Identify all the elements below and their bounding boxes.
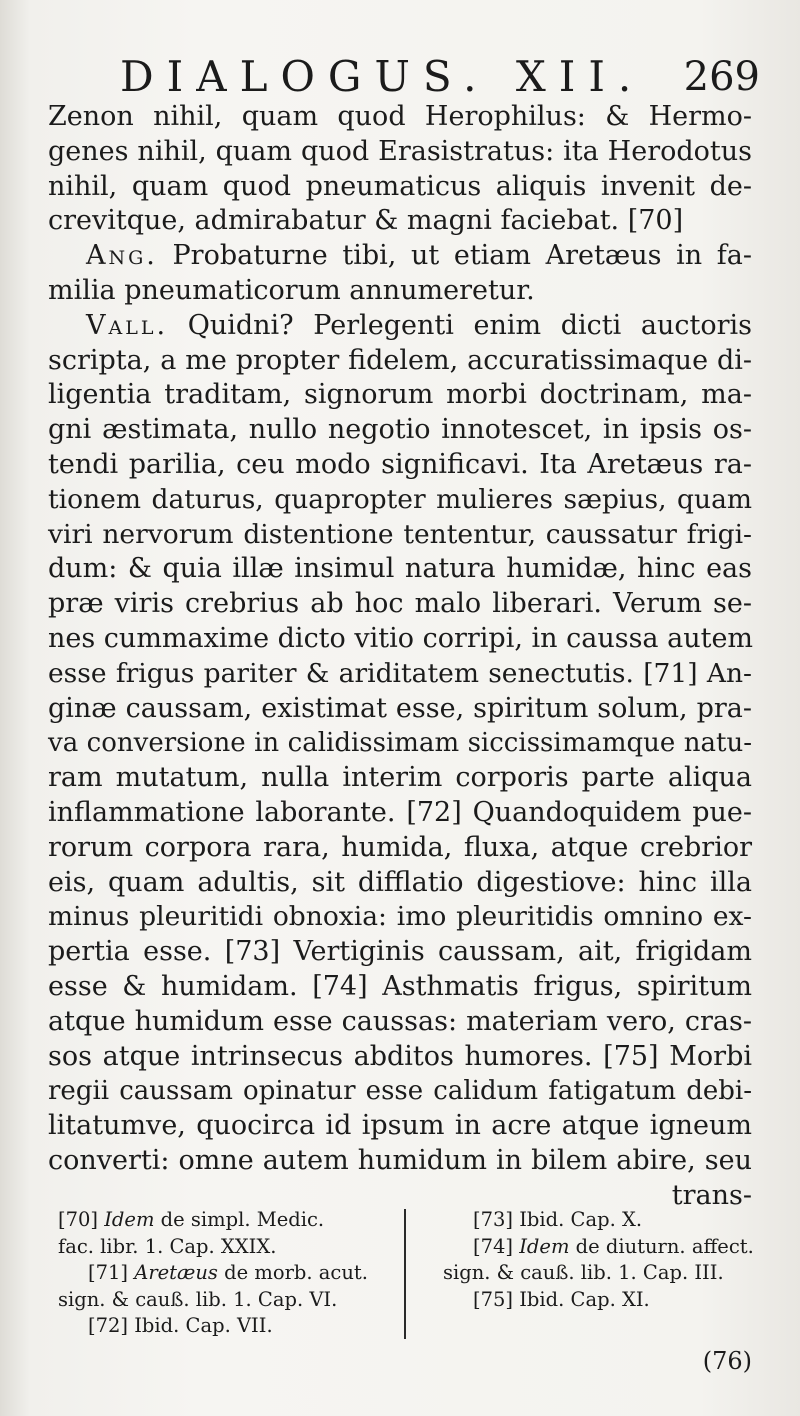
text-line: eis, quam adultis, sit difflatio digestiove: hinc illa: [48, 866, 752, 898]
footnote-text: de morb. acut.: [224, 1261, 368, 1284]
text-line: [48, 239, 752, 274]
text-line: rorum corpora rara, humida, fluxa, atque crebrior: [48, 831, 752, 863]
text-line: atque humidum esse caussas: materiam vero, cras-: [48, 1005, 752, 1037]
text-line: inflammatione laborante. [72] Quandoquidem pue-: [48, 796, 752, 828]
text-line: præ viris crebrius ab hoc malo liberari. Verum se-: [48, 588, 752, 620]
footnote: [443, 1260, 763, 1287]
footnote-mark: [70]: [58, 1208, 99, 1231]
text-line: gni æstimata, nullo negotio innotescet, in ipsis os-: [48, 414, 752, 446]
footnote-text: sign. & cauß. lib. 1. Cap. VI.: [58, 1287, 338, 1311]
text-line: va conversione in calidissimam siccissimamque natu-: [48, 728, 752, 759]
page-number: 269: [683, 54, 760, 100]
text-line: nihil, quam quod pneumaticus aliquis invenit de-: [48, 170, 752, 202]
footnote: [443, 1234, 763, 1261]
text-line: ligentia traditam, signorum morbi doctrinam, ma-: [48, 379, 752, 411]
text-line: ram mutatum, nulla interim corporis parte aliqua: [48, 762, 752, 794]
text-line: regii caussam opinatur esse calidum fatigatum debi-: [48, 1076, 752, 1107]
footnote-mark: [71]: [88, 1261, 129, 1284]
text-line: tendi parilia, ceu modo significavi. Ita Aretæus ra-: [48, 448, 752, 480]
text-line: minus pleuritidi obnoxia: imo pleuritidis omnino ex-: [48, 901, 752, 933]
footnote: [58, 1207, 396, 1234]
running-head: [120, 52, 760, 102]
footnotes-right-column: [443, 1207, 763, 1313]
text-line: nes cummaxime dicto vitio corripi, in caussa autem: [48, 622, 754, 654]
text-line: viri nervorum distentione tententur, caussatur frigi-: [48, 518, 752, 550]
footnote-text: de diuturn. affect.: [575, 1234, 754, 1258]
footnote-author: Idem: [104, 1208, 155, 1231]
footnote-mark: [72]: [88, 1314, 129, 1337]
text-line-content: Quidni? Perlegenti enim dicti auctoris: [187, 309, 752, 341]
footnote: [58, 1313, 396, 1340]
catchword: trans-: [671, 1179, 752, 1211]
footnote-author: Aretæus: [134, 1261, 218, 1284]
footnote-mark: [73]: [473, 1208, 514, 1231]
running-title: DIALOGUS. XII.: [120, 52, 645, 101]
text-line: genes nihil, quam quod Erasistratus: ita Herodotus: [48, 135, 752, 167]
footnote-mark: [75]: [473, 1287, 514, 1311]
text-line: esse frigus pariter & ariditatem senectutis. [71] An-: [48, 657, 752, 689]
footnote: [58, 1234, 396, 1261]
footnote: [58, 1287, 396, 1314]
footnote-text: fac. libr. 1. Cap. XXIX.: [58, 1234, 277, 1258]
text-line: litatumve, quocirca id ipsum in acre atque igneum: [48, 1110, 752, 1142]
text-line: sos atque intrinsecus abditos humores. [75] Morbi: [48, 1040, 752, 1072]
text-line: ginæ caussam, existimat esse, spiritum solum, pra-: [48, 692, 752, 724]
footnote: [58, 1260, 396, 1287]
footnote-text: sign. & cauß. lib. 1. Cap. III.: [443, 1261, 724, 1284]
text-line: Zenon nihil, quam quod Herophilus: & Hermo-: [48, 101, 752, 132]
text-line: esse & humidam. [74] Asthmatis frigus, spiritum: [48, 970, 752, 1002]
text-line-content: Probaturne tibi, ut etiam Aretæus in fa-: [172, 240, 752, 272]
text-line: converti: omne autem humidum in bilem abire, seu: [48, 1144, 752, 1176]
footnotes-left-column: [58, 1207, 396, 1340]
text-line: scripta, a me propter fidelem, accuratissimaque di-: [48, 344, 752, 376]
footnote: [443, 1207, 763, 1234]
text-line: [48, 309, 752, 344]
footnote-divider: [404, 1209, 406, 1339]
body-text: [48, 100, 752, 1214]
footnote-text: Ibid. Cap. VII.: [134, 1314, 273, 1337]
text-line: dum: & quia illæ insimul natura humidæ, hinc eas: [48, 553, 752, 585]
speaker-ang: Ang.: [86, 240, 158, 272]
text-line: pertia esse. [73] Vertiginis caussam, ait, frigidam: [48, 936, 752, 968]
footnote: [443, 1287, 763, 1314]
footnote-text: Ibid. Cap. XI.: [519, 1287, 650, 1311]
footnote-text: Ibid. Cap. X.: [519, 1208, 643, 1231]
text-line: tionem daturus, quapropter mulieres sæpius, quam: [48, 483, 752, 515]
footnote-text: de simpl. Medic.: [160, 1208, 325, 1231]
text-line: crevitque, admirabatur & magni faciebat. [70]: [48, 205, 684, 237]
speaker-vall: Vall.: [86, 309, 169, 341]
footnote-mark: [74]: [473, 1234, 514, 1258]
text-line: milia pneumaticorum annumeretur.: [48, 274, 535, 306]
footnotes: [58, 1207, 758, 1342]
signature-mark: (76): [702, 1347, 752, 1375]
footnote-author: Idem: [519, 1234, 570, 1258]
